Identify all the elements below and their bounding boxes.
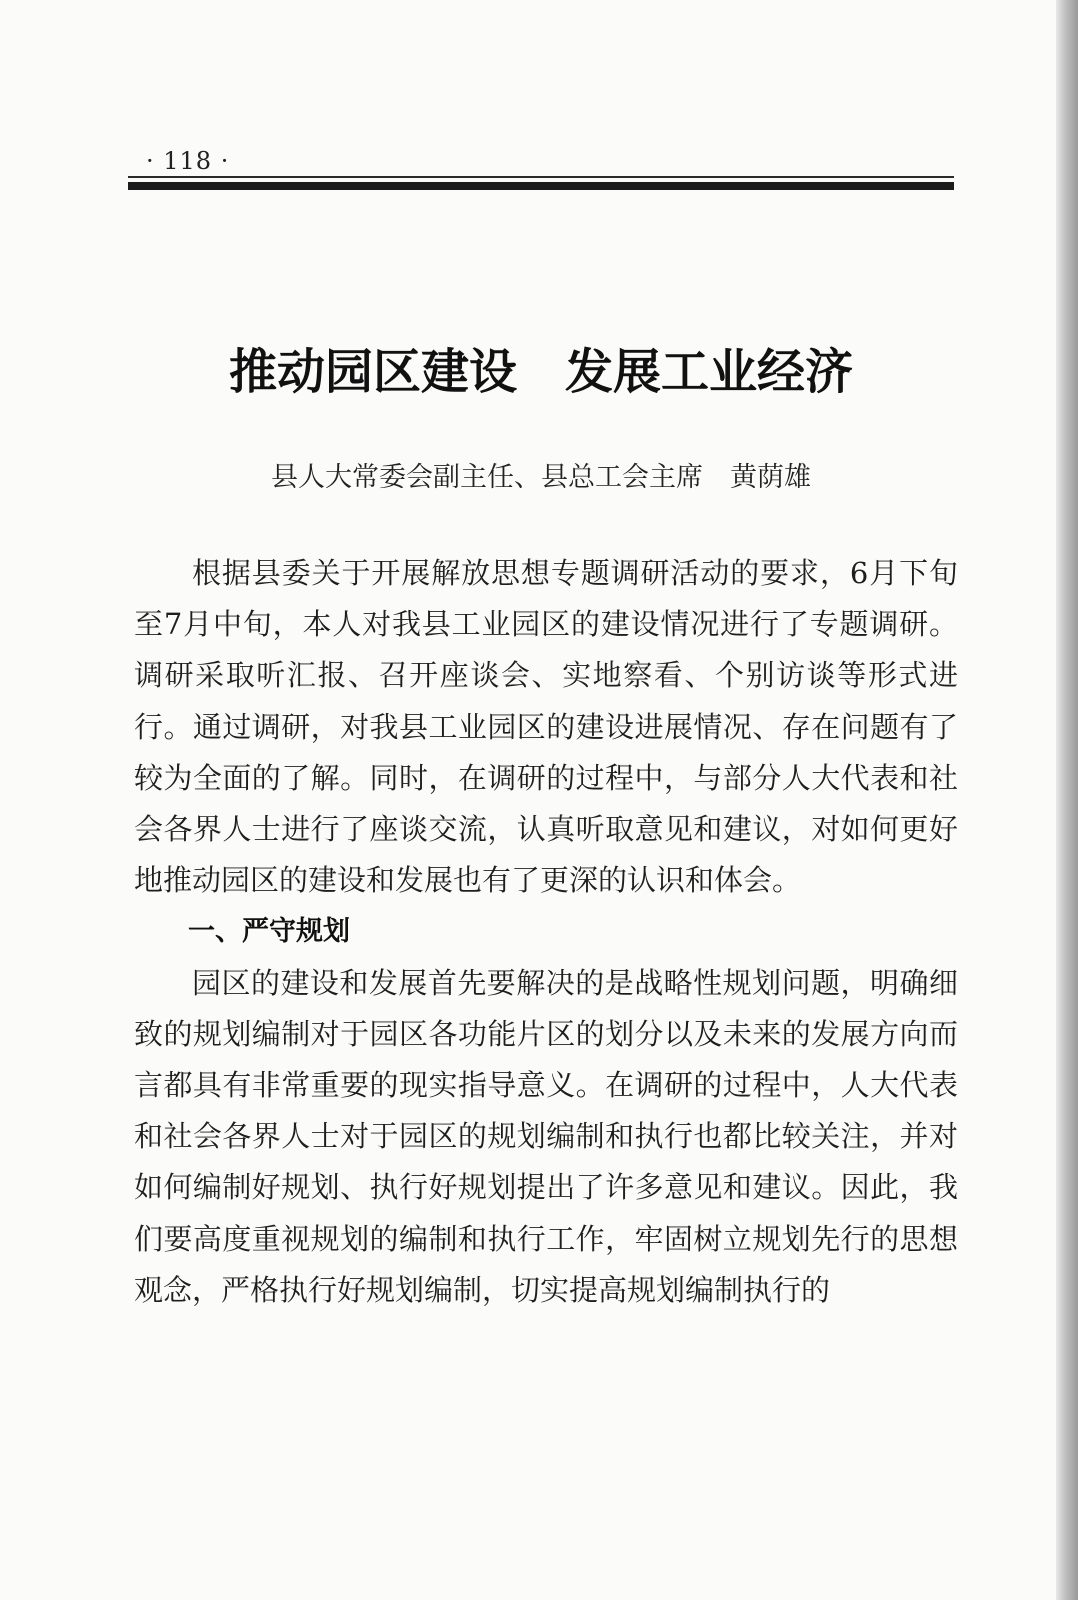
- scan-page-edge: [1056, 0, 1078, 1600]
- article-body: [134, 548, 958, 1316]
- body-paragraph: 园区的建设和发展首先要解决的是战略性规划问题，明确细致的规划编制对于园区各功能片区的划分以及未来的发展方向而言都具有非常重要的现实指导意义。在调研的过程中，人大代表和社会各界人士对于园区的规划编制和执行也都比较关注，并对如何编制好规划、执行好规划提出了许多意见和建议。因此，我们要高度重视规划的编制和执行工作，牢固树立规划先行的思想观念，严格执行好规划编制，切实提高规划编制执行的: [134, 965, 958, 1307]
- running-header: [128, 146, 954, 190]
- article-byline: 县人大常委会副主任、县总工会主席 黄荫雄: [271, 462, 811, 493]
- section-heading: 一、严守规划: [188, 916, 350, 948]
- article-title: 推动园区建设 发展工业经济: [228, 344, 853, 400]
- page-number: · 118 ·: [146, 147, 230, 175]
- header-rule-thin: [128, 176, 954, 178]
- body-paragraph: 根据县委关于开展解放思想专题调研活动的要求，6月下旬至7月中旬，本人对我县工业园区的建设情况进行了专题调研。调研采取听汇报、召开座谈会、实地察看、个别访谈等形式进行。通过调研，对我县工业园区的建设进展情况、存在问题有了较为全面的了解。同时，在调研的过程中，与部分人大代表和社会各界人士进行了座谈交流，认真听取意见和建议，对如何更好地推动园区的建设和发展也有了更深的认识和体会。: [134, 556, 958, 898]
- header-rule-thick: [128, 182, 954, 190]
